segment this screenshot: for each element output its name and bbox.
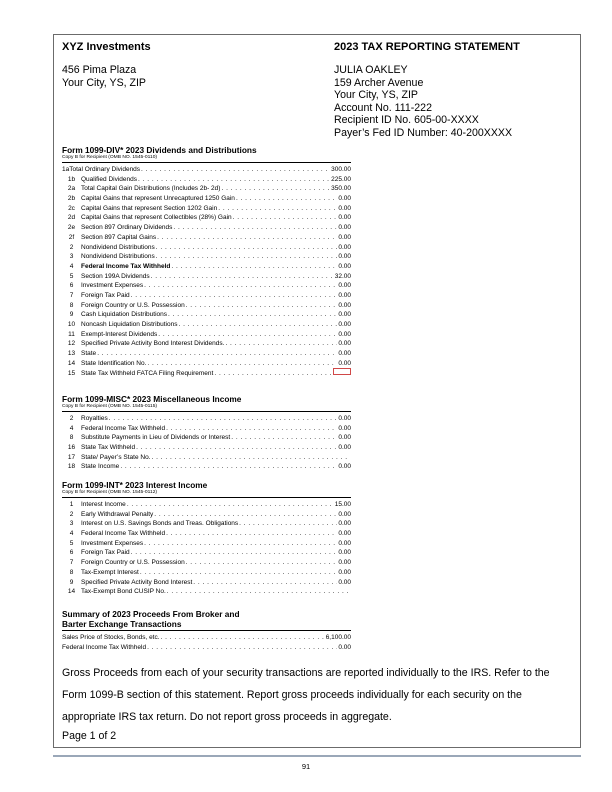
dot-leader bbox=[186, 301, 338, 311]
line-item bbox=[62, 252, 351, 262]
line-label: Investment Expenses bbox=[81, 539, 144, 547]
box-number: 1 bbox=[69, 501, 74, 508]
box-number: 9 bbox=[69, 578, 74, 586]
line-item bbox=[62, 272, 351, 282]
line-value: 300.00 bbox=[331, 166, 351, 173]
line-label: Federal Income Tax Withheld bbox=[62, 643, 147, 651]
recipient-street: 159 Archer Avenue bbox=[334, 76, 424, 89]
line-label: Foreign Tax Paid bbox=[81, 549, 130, 557]
line-label: Exempt-Interest Dividends bbox=[81, 330, 158, 338]
section-subtitle: Copy B for Recipient (OMB NO. 1545-0110) bbox=[62, 155, 351, 163]
box-number: 5 bbox=[69, 539, 74, 547]
box-number: 1b bbox=[67, 175, 76, 183]
box-number: 6 bbox=[69, 549, 74, 557]
box-number: 14 bbox=[67, 359, 76, 367]
box-number: 2d bbox=[67, 214, 76, 222]
line-value: 0.00 bbox=[338, 530, 351, 538]
line-item bbox=[62, 433, 351, 443]
dot-leader bbox=[173, 223, 337, 233]
line-label: State Income bbox=[81, 463, 120, 471]
dot-leader bbox=[178, 320, 337, 330]
line-value: 0.00 bbox=[338, 520, 351, 528]
line-value: 0.00 bbox=[338, 444, 351, 452]
line-label: Substitute Payments in Lieu of Dividends or Interest bbox=[81, 434, 231, 442]
line-label: Capital Gains that represent Collectibles (28%) Gain bbox=[81, 214, 232, 222]
line-value: 0.00 bbox=[338, 434, 351, 442]
line-value: 0.00 bbox=[338, 340, 351, 348]
line-item bbox=[62, 359, 351, 369]
recipient-block bbox=[334, 64, 512, 140]
recipient-name: JULIA OAKLEY bbox=[334, 64, 408, 76]
line-label: State bbox=[81, 350, 97, 358]
line-value: 0.00 bbox=[338, 214, 351, 222]
line-label: Specified Private Activity Bond Interest bbox=[81, 578, 193, 586]
summary-title bbox=[62, 609, 351, 631]
box-number: 3 bbox=[69, 520, 74, 528]
line-label: Early Withdrawal Penalty bbox=[81, 510, 154, 518]
dot-leader bbox=[136, 443, 337, 453]
line-item bbox=[62, 204, 351, 214]
line-value: 0.00 bbox=[338, 195, 351, 203]
footer-divider bbox=[53, 755, 581, 757]
line-label: State Tax Withheld FATCA Filing Requirement bbox=[81, 369, 214, 377]
line-item bbox=[62, 633, 351, 643]
line-item bbox=[62, 414, 351, 424]
line-value: 0.00 bbox=[338, 301, 351, 309]
line-item bbox=[62, 349, 351, 359]
page-number: 91 bbox=[301, 762, 311, 771]
line-label: State Tax Withheld bbox=[81, 444, 136, 452]
line-value: 225.00 bbox=[331, 175, 351, 183]
line-item bbox=[62, 558, 351, 568]
line-item bbox=[62, 320, 351, 330]
box-number: 11 bbox=[68, 330, 75, 338]
dot-leader bbox=[127, 500, 334, 510]
box-number: 2 bbox=[69, 510, 74, 518]
line-value: 15.00 bbox=[334, 501, 351, 508]
line-value: 350.00 bbox=[331, 185, 351, 193]
summary-title-line: Summary of 2023 Proceeds From Broker and bbox=[62, 609, 240, 619]
line-item bbox=[62, 330, 351, 340]
recipient-city: Your City, YS, ZIP bbox=[334, 89, 418, 102]
line-label: Capital Gains that represent Unrecaptured 1250 Gain bbox=[81, 195, 235, 203]
dot-leader bbox=[218, 204, 337, 214]
dot-leader bbox=[138, 175, 330, 185]
line-label: Foreign Tax Paid bbox=[81, 291, 130, 299]
line-value: 0.00 bbox=[338, 415, 351, 422]
dot-leader bbox=[214, 369, 332, 378]
line-value: 0.00 bbox=[338, 321, 351, 328]
box-number: 8 bbox=[69, 301, 74, 309]
box-number: 4 bbox=[69, 530, 74, 538]
box-number: 7 bbox=[69, 559, 74, 567]
box-number: 9 bbox=[69, 311, 74, 319]
dot-leader bbox=[225, 339, 337, 349]
line-item bbox=[62, 539, 351, 549]
line-value: 0.00 bbox=[338, 510, 351, 518]
line-label: Tax-Exempt Interest bbox=[81, 568, 139, 576]
int-rows bbox=[62, 500, 351, 597]
box-number: 8 bbox=[69, 434, 74, 442]
payer-fed-id: Payer’s Fed ID Number: 40-200XXXX bbox=[334, 126, 513, 139]
section-title: Form 1099-DIV* 2023 Dividends and Distributions bbox=[62, 145, 257, 155]
dot-leader bbox=[144, 539, 337, 549]
line-item bbox=[62, 339, 351, 349]
box-number: 18 bbox=[67, 463, 76, 471]
summary-rows bbox=[62, 633, 351, 652]
line-item bbox=[62, 500, 351, 510]
box-number: 6 bbox=[69, 282, 74, 290]
dot-leader bbox=[166, 529, 337, 539]
section-subtitle: Copy B for Recipient (OMB NO. 1545-0115) bbox=[62, 404, 351, 412]
dot-leader bbox=[157, 233, 337, 243]
line-label: Federal Income Tax Withheld bbox=[81, 262, 171, 270]
line-item bbox=[62, 291, 351, 301]
line-value: 0.00 bbox=[338, 539, 351, 547]
line-item bbox=[62, 443, 351, 453]
line-label: Federal Income Tax Withheld bbox=[81, 424, 166, 432]
line-item bbox=[62, 568, 351, 578]
section-title: Form 1099-MISC* 2023 Miscellaneous Income bbox=[62, 394, 242, 404]
line-item bbox=[62, 462, 351, 472]
line-value: 6,100.00 bbox=[325, 634, 351, 641]
line-label: Qualified Dividends bbox=[81, 175, 138, 183]
line-label: Nondividend Distributions bbox=[81, 253, 155, 261]
misc-rows bbox=[62, 414, 351, 472]
line-label: Section 897 Ordinary Dividends bbox=[81, 224, 173, 232]
dot-leader bbox=[144, 281, 337, 291]
line-value: 0.00 bbox=[338, 262, 351, 270]
line-label: Royalties bbox=[81, 415, 108, 422]
line-label: Specified Private Activity Bond Interest Dividends. bbox=[81, 340, 225, 348]
dot-leader bbox=[186, 558, 338, 568]
line-value: 32.00 bbox=[334, 272, 351, 280]
proceeds-summary bbox=[62, 609, 351, 652]
box-number: 2 bbox=[69, 415, 74, 422]
line-value: 0.00 bbox=[338, 291, 351, 299]
section-subtitle: Copy B for Recipient (OMB NO. 1545-0112) bbox=[62, 490, 351, 498]
dot-leader bbox=[154, 510, 337, 520]
line-label: Section 897 Capital Gains bbox=[81, 233, 157, 241]
gross-proceeds-notice: Gross Proceeds from each of your security transactions are reported individually to the IRS. Refer to the Form 1099-B section of this statement. Report gross proceeds individually for each security on the appropriate IRS tax return. Do not report gross proceeds in aggregate. bbox=[62, 667, 550, 723]
dot-leader bbox=[171, 262, 337, 272]
summary-title-line: Barter Exchange Transactions bbox=[62, 619, 182, 629]
line-label: State/ Payer’s State No. bbox=[81, 453, 151, 461]
line-value: 0.00 bbox=[338, 463, 351, 471]
dot-leader bbox=[156, 243, 338, 253]
box-number: 2e bbox=[67, 224, 76, 232]
sender-name: XYZ Investments bbox=[62, 41, 151, 53]
line-item bbox=[62, 424, 351, 434]
box-number: 16 bbox=[67, 444, 76, 452]
dot-leader bbox=[221, 184, 330, 194]
line-value: 0.00 bbox=[338, 224, 351, 232]
line-item bbox=[62, 578, 351, 588]
sender-address-line: Your City, YS, ZIP bbox=[62, 76, 146, 89]
line-value: 0.00 bbox=[338, 311, 351, 319]
dot-leader bbox=[109, 414, 338, 424]
line-item bbox=[62, 310, 351, 320]
box-number: 14 bbox=[67, 588, 76, 596]
page-indicator: Page 1 of 2 bbox=[62, 730, 117, 742]
box-number: 17 bbox=[67, 453, 76, 461]
form-1099-int bbox=[62, 481, 351, 597]
line-item bbox=[62, 223, 351, 233]
line-value: 0.00 bbox=[338, 204, 351, 212]
dot-leader bbox=[168, 310, 337, 320]
box-number: 8 bbox=[69, 568, 74, 576]
line-label: Interest Income bbox=[81, 501, 126, 508]
box-number: 1a bbox=[62, 166, 70, 173]
box-number: 15 bbox=[67, 369, 76, 377]
line-label: Foreign Country or U.S. Possession bbox=[81, 301, 185, 309]
dot-leader bbox=[141, 165, 330, 175]
box-number: 2 bbox=[69, 243, 74, 251]
line-value: 0.00 bbox=[338, 559, 351, 567]
dot-leader bbox=[131, 291, 338, 301]
line-value: 0.00 bbox=[338, 253, 351, 261]
dot-leader bbox=[236, 194, 337, 204]
dot-leader bbox=[233, 213, 338, 223]
box-number: 13 bbox=[67, 350, 76, 358]
line-item bbox=[62, 165, 351, 175]
line-item bbox=[62, 529, 351, 539]
dot-leader bbox=[158, 330, 337, 340]
line-value: 0.00 bbox=[338, 549, 351, 557]
line-label: Nondividend Distributions bbox=[81, 243, 155, 251]
line-value: 0.00 bbox=[338, 643, 351, 651]
line-item bbox=[62, 262, 351, 272]
line-item bbox=[62, 194, 351, 204]
line-label: Capital Gains that represent Section 1202 Gain bbox=[81, 204, 218, 212]
box-number: 3 bbox=[69, 253, 74, 261]
dot-leader bbox=[167, 587, 350, 597]
line-item bbox=[62, 453, 351, 463]
line-value: 0.00 bbox=[338, 330, 351, 338]
line-value: 0.00 bbox=[338, 243, 351, 251]
line-value: 0.00 bbox=[338, 282, 351, 290]
box-number: 7 bbox=[69, 291, 74, 299]
box-number: 4 bbox=[69, 424, 74, 432]
line-item bbox=[62, 213, 351, 223]
dot-leader bbox=[120, 462, 337, 472]
line-value: 0.00 bbox=[338, 350, 351, 358]
line-item bbox=[62, 233, 351, 243]
line-item bbox=[62, 548, 351, 558]
fatca-checkbox[interactable] bbox=[333, 368, 351, 375]
div-rows bbox=[62, 165, 351, 378]
dot-leader bbox=[161, 633, 325, 643]
dot-leader bbox=[147, 643, 337, 653]
dot-leader bbox=[147, 359, 337, 369]
line-label: Tax-Exempt Bond CUSIP No. bbox=[81, 588, 166, 596]
line-label: Foreign Country or U.S. Possession bbox=[81, 559, 185, 567]
box-number: 10 bbox=[67, 321, 76, 328]
box-number: 2b bbox=[67, 195, 76, 203]
form-1099-div bbox=[62, 146, 351, 378]
dot-leader bbox=[239, 519, 337, 529]
line-label: State Identification No. bbox=[81, 359, 147, 367]
line-label: Noncash Liquidation Distributions bbox=[81, 321, 178, 328]
line-label: Cash Liquidation Distributions bbox=[81, 311, 167, 319]
line-value: 0.00 bbox=[338, 568, 351, 576]
box-number: 5 bbox=[69, 272, 74, 280]
line-item bbox=[62, 243, 351, 253]
line-value: 0.00 bbox=[338, 233, 351, 241]
recipient-id: Recipient ID No. 605-00-XXXX bbox=[334, 114, 479, 127]
line-item bbox=[62, 368, 351, 378]
account-number: Account No. 111-222 bbox=[334, 101, 432, 114]
line-value: 0.00 bbox=[338, 578, 351, 586]
section-title: Form 1099-INT* 2023 Interest Income bbox=[62, 480, 208, 490]
line-label: Federal Income Tax Withheld bbox=[81, 530, 166, 538]
dot-leader bbox=[152, 453, 351, 463]
line-item bbox=[62, 519, 351, 529]
line-label: Total Capital Gain Distributions (Includes 2b- 2d) bbox=[81, 185, 221, 193]
line-label: Investment Expenses bbox=[81, 282, 144, 290]
line-label: Sales Price of Stocks, Bonds, etc. bbox=[62, 634, 160, 641]
line-value: 0.00 bbox=[338, 424, 351, 432]
line-label: Section 199A Dividends bbox=[81, 272, 150, 280]
dot-leader bbox=[151, 272, 334, 282]
line-item bbox=[62, 281, 351, 291]
sender-address bbox=[62, 64, 146, 89]
line-value: 0.00 bbox=[338, 359, 351, 367]
line-item bbox=[62, 510, 351, 520]
dot-leader bbox=[193, 578, 337, 588]
line-item bbox=[62, 301, 351, 311]
box-number: 2c bbox=[68, 204, 75, 212]
dot-leader bbox=[140, 568, 338, 578]
box-number: 2a bbox=[67, 185, 76, 193]
dot-leader bbox=[166, 424, 337, 434]
dot-leader bbox=[156, 252, 338, 262]
line-label: Interest on U.S. Savings Bonds and Treas. Obligations bbox=[81, 520, 239, 528]
line-item bbox=[62, 175, 351, 185]
box-number: 2f bbox=[68, 233, 75, 241]
statement-title: 2023 TAX REPORTING STATEMENT bbox=[334, 41, 520, 53]
line-item bbox=[62, 643, 351, 653]
box-number: 12 bbox=[67, 340, 76, 348]
line-item bbox=[62, 184, 351, 194]
dot-leader bbox=[131, 548, 338, 558]
line-label: Total Ordinary Dividends bbox=[69, 166, 141, 173]
sender-address-line: 456 Pima Plaza bbox=[62, 64, 137, 76]
dot-leader bbox=[231, 433, 337, 443]
box-number: 4 bbox=[69, 262, 74, 270]
dot-leader bbox=[97, 349, 337, 359]
form-1099-misc bbox=[62, 395, 351, 472]
line-item bbox=[62, 587, 351, 597]
